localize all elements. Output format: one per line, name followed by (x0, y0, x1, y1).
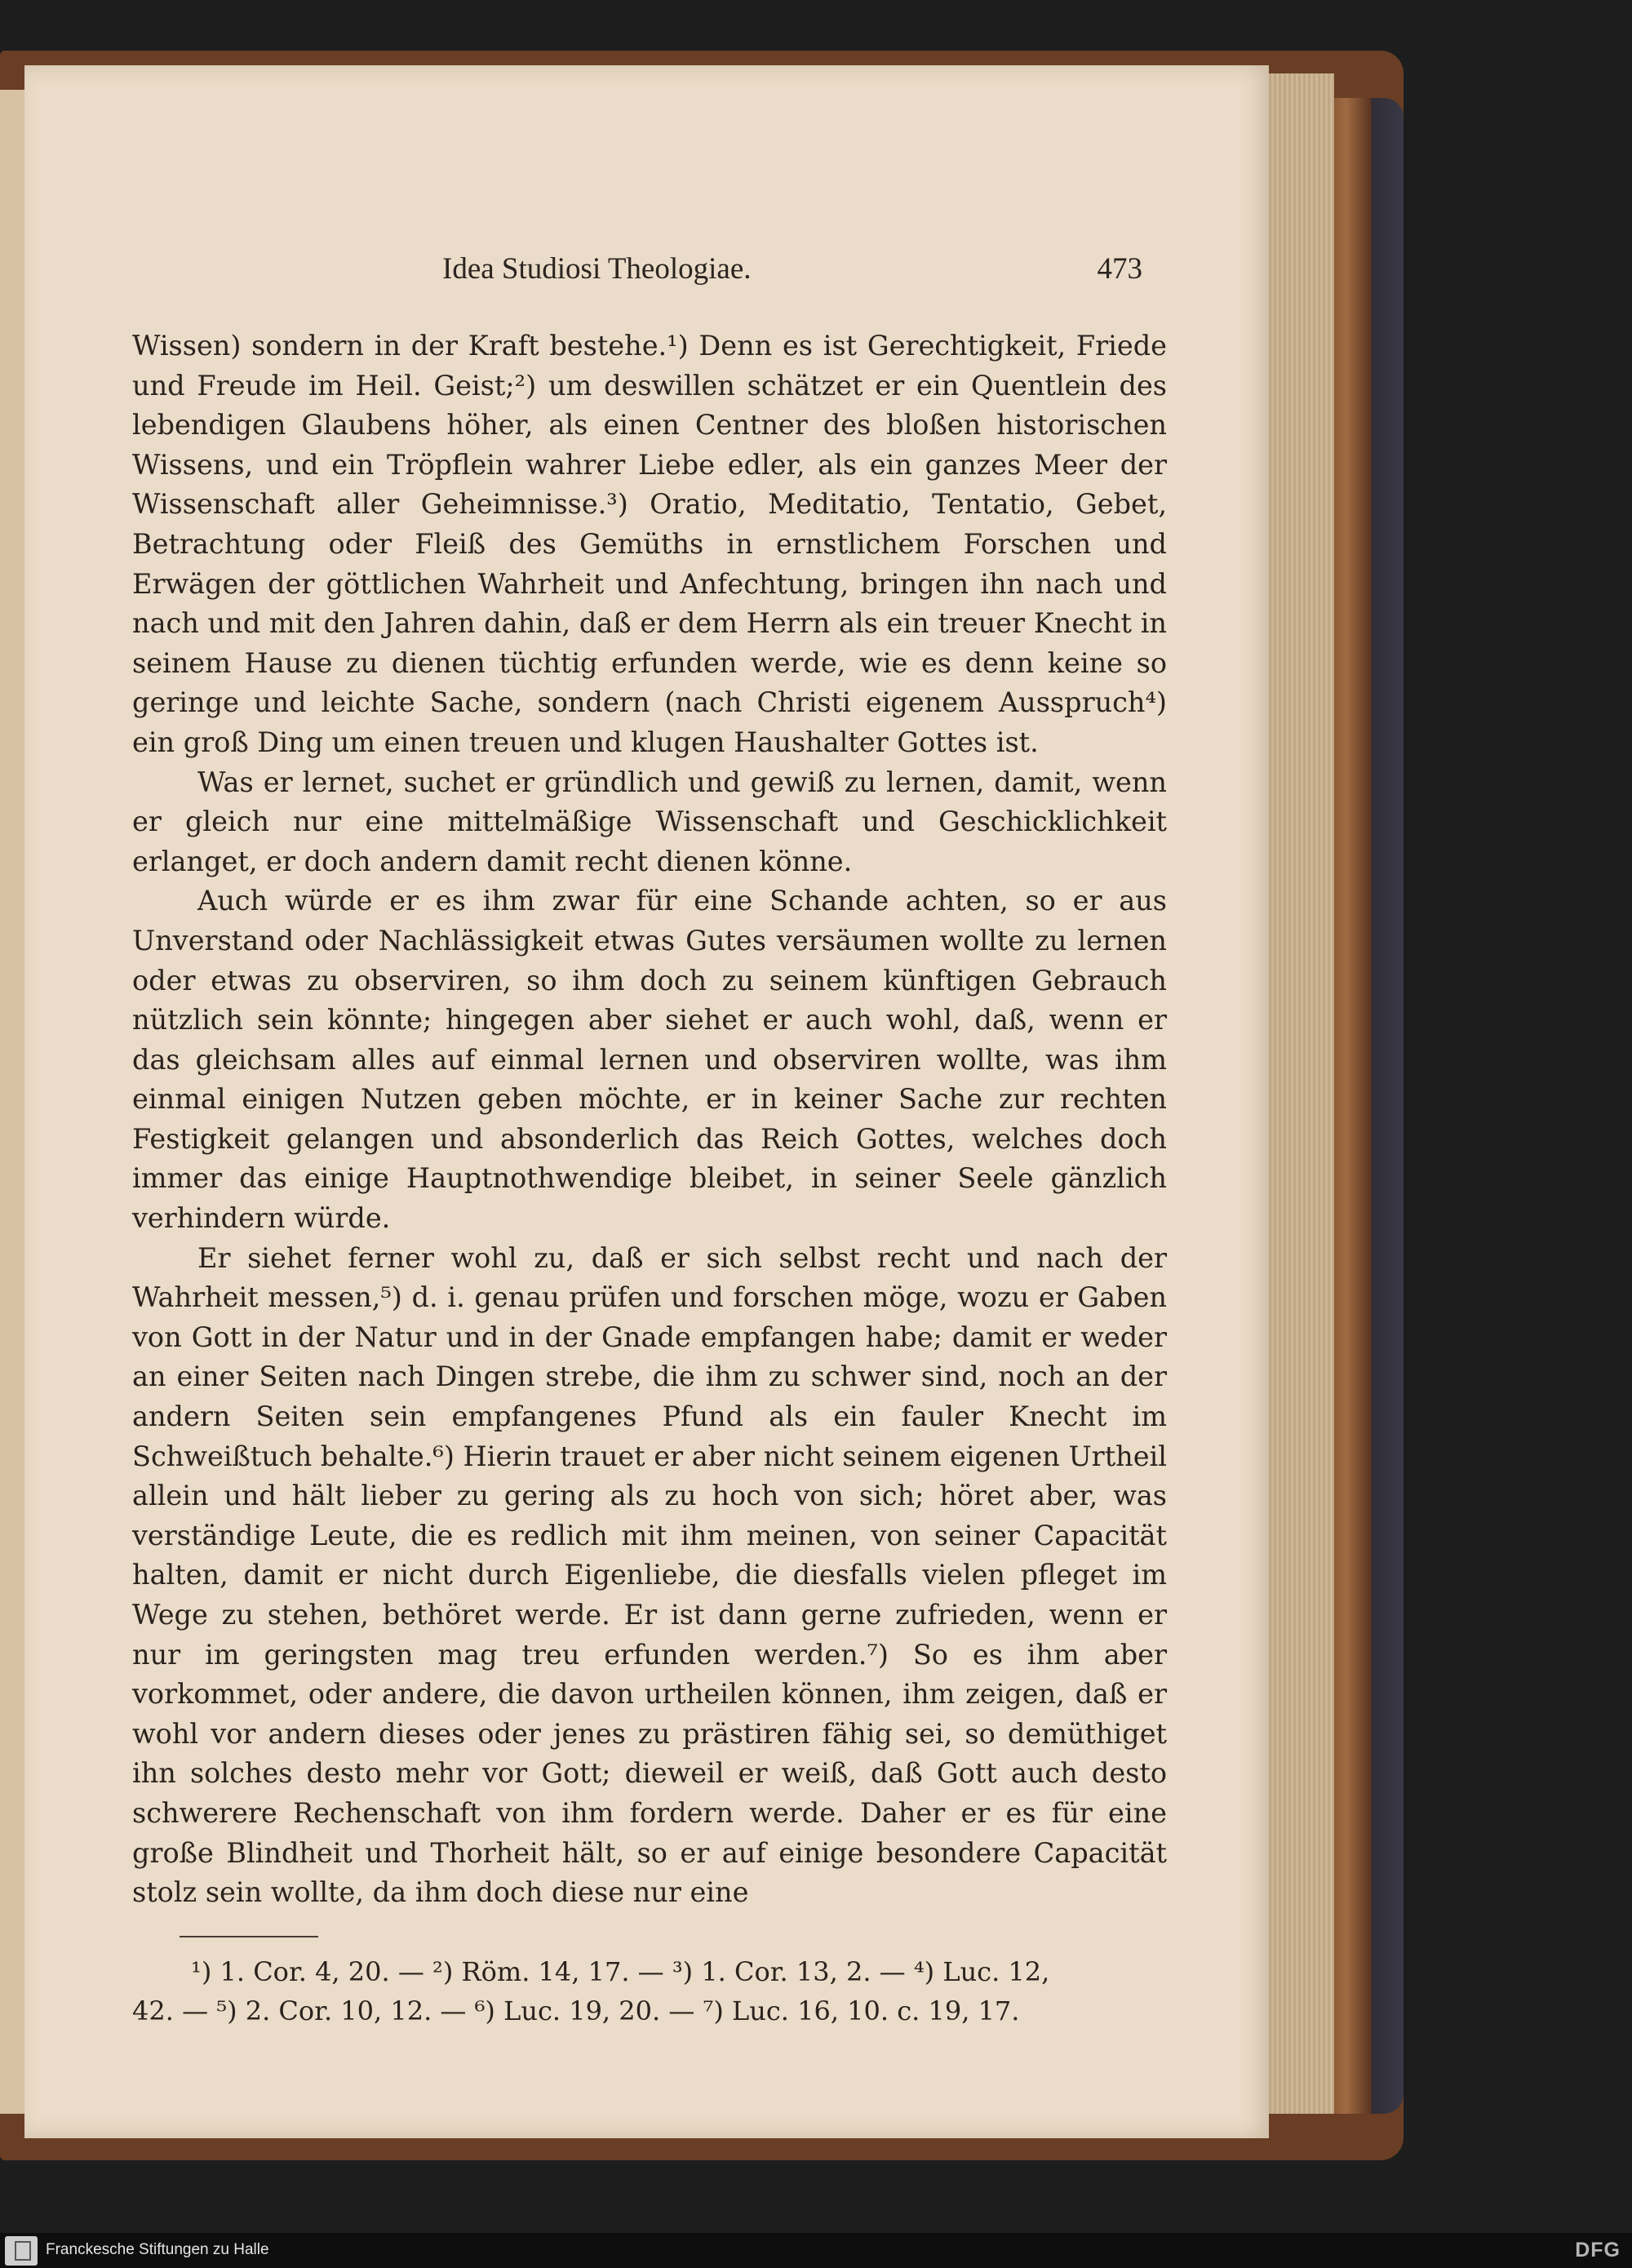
facing-page-edge (0, 90, 28, 2114)
page-header (24, 251, 1142, 292)
dfg-logo: DFG (1575, 2239, 1621, 2261)
paragraph: Wissen) sondern in der Kraft bestehe.¹) Denn es ist Gerechtigkeit, Friede und Freude im Heil. Geist;²) um deswillen schätzet er ein Quentlein des lebendigen Glaubens höher, als einen Centner des bloßen historischen Wissens, und ein Tröpflein wahrer Liebe edler, als ein ganzes Meer der Wissenschaft aller Geheimnisse.³) Oratio, Meditatio, Tentatio, Gebet, Betrachtung oder Fleiß des Gemüths in ernstlichem Forschen und Erwägen der göttlichen Wahrheit und Anfechtung, bringen ihn nach und nach und mit den Jahren dahin, daß er dem Herrn als ein treuer Knecht in seinem Hause zu dienen tüchtig erfunden werde, wie es denn keine so geringe und leichte Sache, sondern (nach Christi eigenem Ausspruch⁴) ein groß Ding um einen treuen und klugen Haushalter Gottes ist. (132, 330, 1167, 758)
credit-text: Franckesche Stiftungen zu Halle (46, 2241, 269, 2258)
book-page (24, 65, 1269, 2138)
footnotes (132, 1952, 1167, 2031)
footnote-line: ¹) 1. Cor. 4, 20. — ²) Röm. 14, 17. — ³) 1. Cor. 13, 2. — ⁴) Luc. 12, (191, 1956, 1050, 1987)
body-text (132, 326, 1167, 1913)
viewer-footer (0, 2233, 1632, 2268)
paragraph: Was er lernet, suchet er gründlich und gewiß zu lernen, damit, wenn er gleich nur eine mittelmäßige Wissenschaft und Geschicklichkeit erlanget, er doch andern damit recht dienen könne. (132, 766, 1167, 877)
running-title: Idea Studiosi Theologiae. (442, 252, 752, 286)
paragraph: Er siehet ferner wohl zu, daß er sich selbst recht und nach der Wahrheit messen,⁵) d. i. genau prüfen und forschen möge, wozu er Gaben von Gott in der Natur und in der Gnade empfangen habe; damit er weder an einer Seiten nach Dingen strebe, die ihm zu schwer sind, noch an der andern Seiten sein empfangenes Pfund als ein fauler Knecht im Schweißtuch behalte.⁶) Hierin trauet er aber nicht seinem eigenen Urtheil allein und hält lieber zu gering als zu hoch von sich; höret aber, was verständige Leute, die es redlich mit ihm meinen, von seiner Capacität halten, damit er nicht durch Eigenliebe, die diesfalls vielen pfleget im Wege zu stehen, bethöret werde. Er ist dann gerne zufrieden, wenn er nur im geringsten mag treu erfunden werden.⁷) So es ihm aber vorkommet, oder andere, die davon urtheilen können, ihm zeigen, daß er wohl vor andern dieses oder jenes zu prästiren fähig sei, so demüthiget ihn solches desto mehr vor Gott; dieweil er weiß, daß Gott auch desto schwerere Rechenschaft von ihm fordern werde. Daher er es für eine große Blindheit und Thorheit hält, so er auf einige besondere Capacität stolz sein wollte, da ihm doch diese nur eine (132, 1241, 1167, 1909)
page-number: 473 (1097, 252, 1142, 286)
footnote-line: 42. — ⁵) 2. Cor. 10, 12. — ⁶) Luc. 19, 20. — ⁷) Luc. 16, 10. c. 19, 17. (132, 1995, 1020, 2026)
institution-logo-icon (5, 2236, 38, 2266)
paragraph: Auch würde er es ihm zwar für eine Schande achten, so er aus Unverstand oder Nachlässigkeit etwas Gutes versäumen wollte zu lernen oder etwas zu observiren, so ihm doch zu seinem künftigen Gebrauch nützlich sein könnte; hingegen aber siehet er auch wohl, daß, wenn er das gleichsam alles auf einmal lernen und observiren wollte, was ihm einmal einigen Nutzen geben möchte, er in keiner Sache zur rechten Festigkeit gelangen und absonderlich das Reich Gottes, welches doch immer das einige Hauptnothwendige bleibet, in seiner Seele gänzlich verhindern würde. (132, 885, 1167, 1235)
cover-edge (1322, 98, 1404, 2114)
footnote-rule (180, 1936, 318, 1937)
